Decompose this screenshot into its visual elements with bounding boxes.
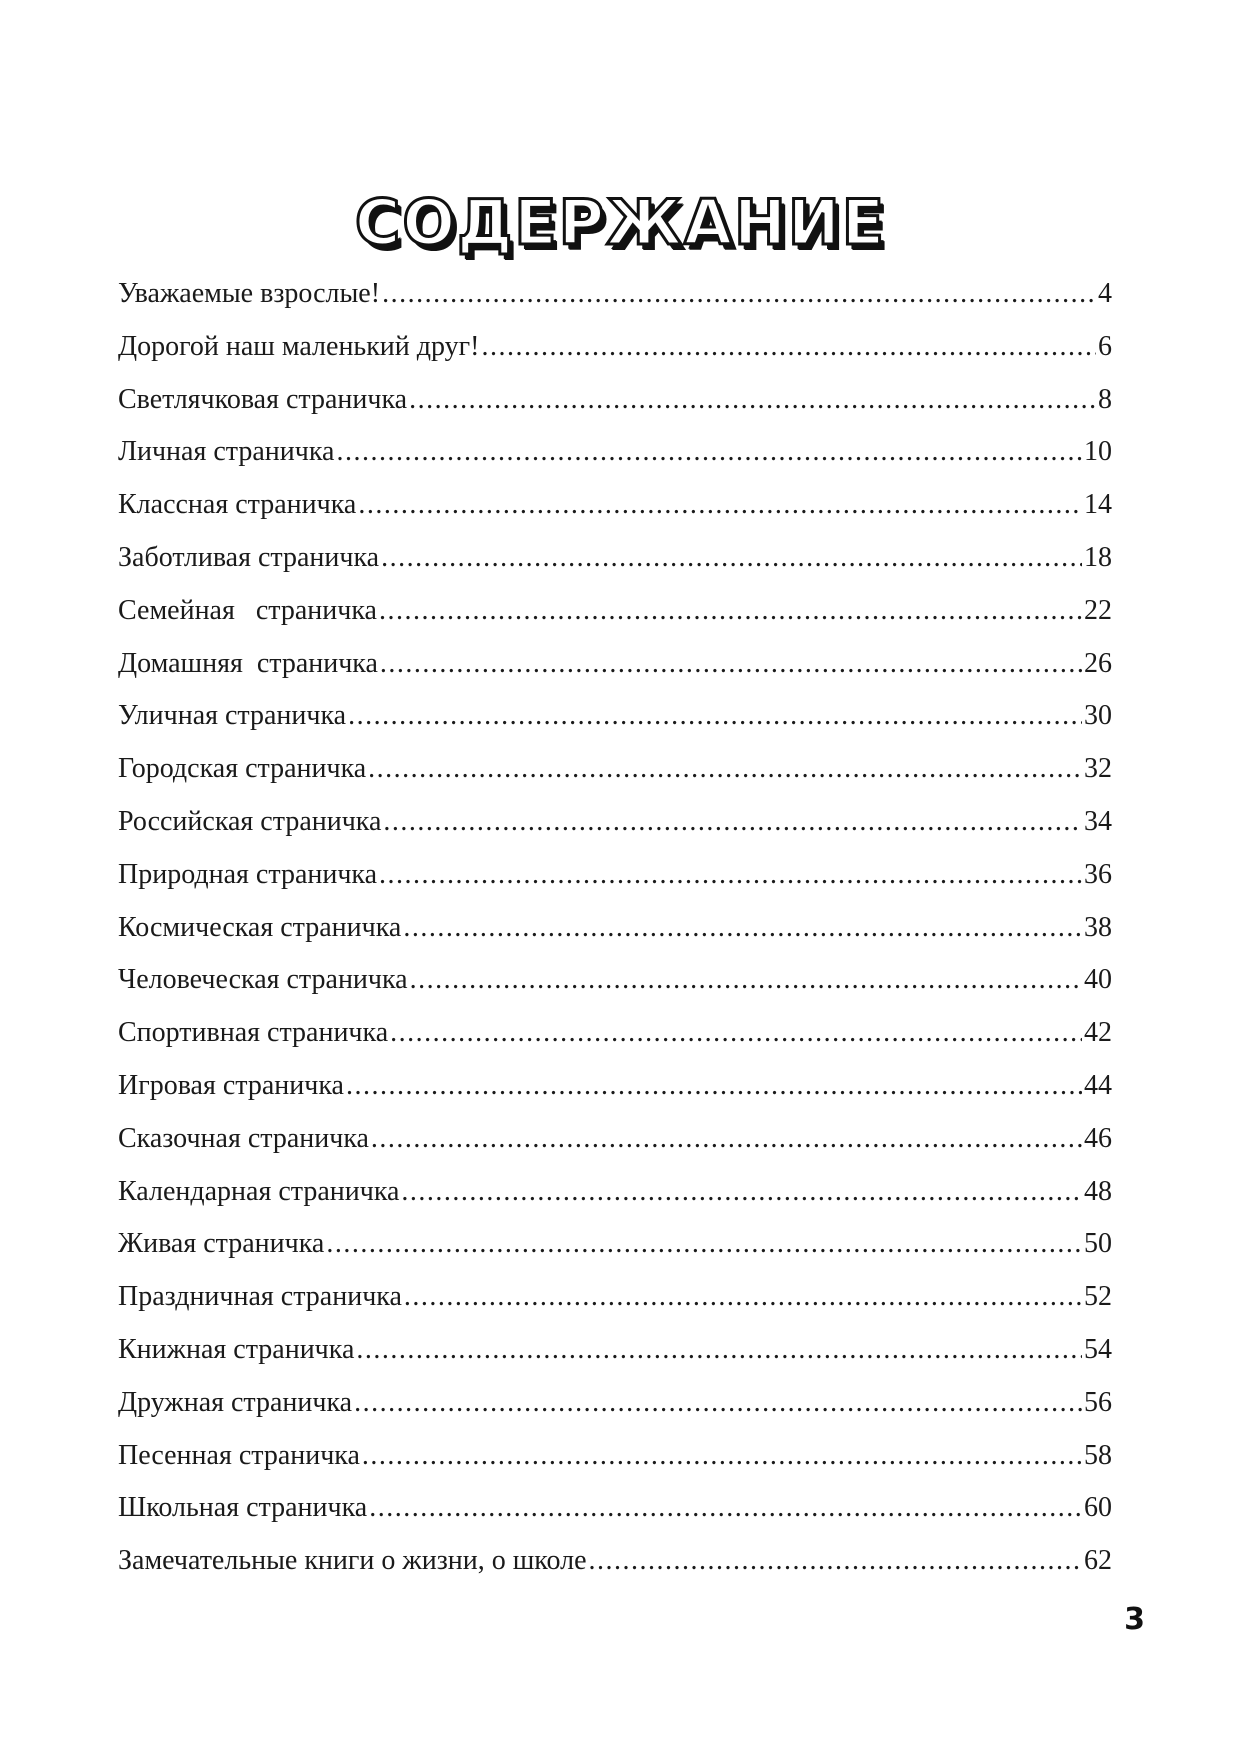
toc-entry [118,594,1112,650]
toc-entry-page: 34 [1084,805,1112,837]
toc-entry [118,438,1112,491]
toc-entry-page: 10 [1084,436,1112,468]
toc-entry [118,491,1112,544]
toc-entry-title: Школьная страничка [118,1492,368,1524]
toc-entry [118,805,1112,861]
toc-entry [118,755,1112,808]
toc-entry-title: Домашняя страничка [118,647,378,679]
toc-entry [118,1439,1112,1495]
toc-entry-page: 4 [1098,278,1112,309]
toc-entry-page: 18 [1084,541,1112,573]
toc-entry-page: 14 [1084,489,1112,521]
toc-leader-dots [380,650,1082,678]
toc-leader-dots [346,1072,1082,1100]
toc-entry [118,1283,1112,1336]
toc-entry-page: 44 [1084,1069,1112,1101]
toc-entry-page: 8 [1098,383,1112,415]
table-of-contents [118,280,1112,1600]
toc-entry-page: 22 [1084,594,1112,626]
toc-entry [118,858,1112,914]
toc-leader-dots [326,1230,1082,1258]
toc-entry-page: 60 [1084,1492,1112,1524]
page-title: СОДЕРЖАНИЕ [354,185,887,259]
toc-entry-title: Заботливая страничка [118,541,380,573]
toc-leader-dots [348,702,1082,730]
toc-leader-dots [369,1494,1082,1522]
page-number: 3 [1124,1602,1145,1637]
toc-entry [118,1230,1112,1283]
toc-entry [118,1547,1112,1600]
toc-entry-title: Уличная страничка [118,700,347,732]
toc-entry-page: 26 [1084,647,1112,679]
toc-entry-title: Книжная страничка [118,1333,355,1365]
toc-entry-page: 62 [1084,1545,1112,1577]
toc-leader-dots [589,1547,1083,1575]
toc-leader-dots [336,438,1082,466]
toc-entry-title: Уважаемые взрослые! [118,278,381,309]
toc-entry-title: Личная страничка [118,436,335,468]
toc-entry-title: Классная страничка [118,489,357,521]
toc-entry [118,541,1112,597]
toc-entry-title: Городская страничка [118,753,367,785]
toc-entry [118,702,1112,755]
toc-entry-title: Дорогой наш маленький друг! [118,330,480,362]
toc-leader-dots [383,808,1082,836]
toc-entry-title: Человеческая страничка [118,964,408,996]
toc-entry [118,383,1112,439]
toc-leader-dots [354,1389,1082,1417]
toc-entry-title: Живая страничка [118,1228,325,1260]
toc-entry-page: 52 [1084,1281,1112,1313]
toc-entry-title: Светлячковая страничка [118,383,408,415]
toc-entry-page: 30 [1084,700,1112,732]
toc-entry-title: Календарная страничка [118,1175,400,1207]
toc-leader-dots [358,491,1082,519]
toc-entry-title: Космическая страничка [118,911,402,943]
toc-entry [118,1069,1112,1125]
toc-entry-page: 50 [1084,1228,1112,1260]
toc-leader-dots [403,914,1082,942]
toc-entry [118,966,1112,1019]
toc-entry [118,1019,1112,1072]
toc-leader-dots [379,597,1082,625]
toc-leader-dots [368,755,1082,783]
toc-leader-dots [481,333,1096,361]
toc-entry-page: 6 [1098,330,1112,362]
toc-entry-title: Игровая страничка [118,1069,344,1101]
toc-entry [118,647,1112,703]
toc-entry [118,911,1112,967]
toc-entry-title: Природная страничка [118,858,378,890]
toc-entry-title: Праздничная страничка [118,1281,402,1313]
toc-entry-page: 40 [1084,964,1112,996]
toc-entry-page: 58 [1084,1439,1112,1471]
toc-entry-title: Замечательные книги о жизни, о школе [118,1545,587,1577]
toc-leader-dots [410,966,1082,994]
toc-entry [118,1494,1112,1547]
toc-entry [118,330,1112,386]
toc-leader-dots [362,1442,1082,1470]
toc-entry-page: 54 [1084,1333,1112,1365]
toc-entry-page: 32 [1084,753,1112,785]
toc-entry-title: Российская страничка [118,805,382,837]
toc-entry [118,280,1112,333]
toc-leader-dots [379,861,1082,889]
toc-entry-page: 46 [1084,1122,1112,1154]
toc-entry-title: Сказочная страничка [118,1122,369,1154]
toc-leader-dots [382,280,1096,308]
toc-entry [118,1386,1112,1442]
toc-entry-page: 38 [1084,911,1112,943]
toc-leader-dots [390,1019,1082,1047]
toc-leader-dots [371,1125,1082,1153]
toc-leader-dots [356,1336,1082,1364]
toc-entry-page: 42 [1084,1017,1112,1049]
toc-entry [118,1122,1112,1178]
toc-entry-page: 36 [1084,858,1112,890]
toc-entry-title: Дружная страничка [118,1386,353,1418]
toc-entry-title: Спортивная страничка [118,1017,389,1049]
toc-leader-dots [409,386,1096,414]
toc-entry [118,1333,1112,1389]
toc-leader-dots [381,544,1082,572]
toc-entry-title: Семейная страничка [118,594,377,626]
toc-leader-dots [401,1178,1082,1206]
toc-entry [118,1175,1112,1231]
toc-entry-page: 48 [1084,1175,1112,1207]
toc-entry-title: Песенная страничка [118,1439,360,1471]
toc-leader-dots [404,1283,1082,1311]
toc-entry-page: 56 [1084,1386,1112,1418]
